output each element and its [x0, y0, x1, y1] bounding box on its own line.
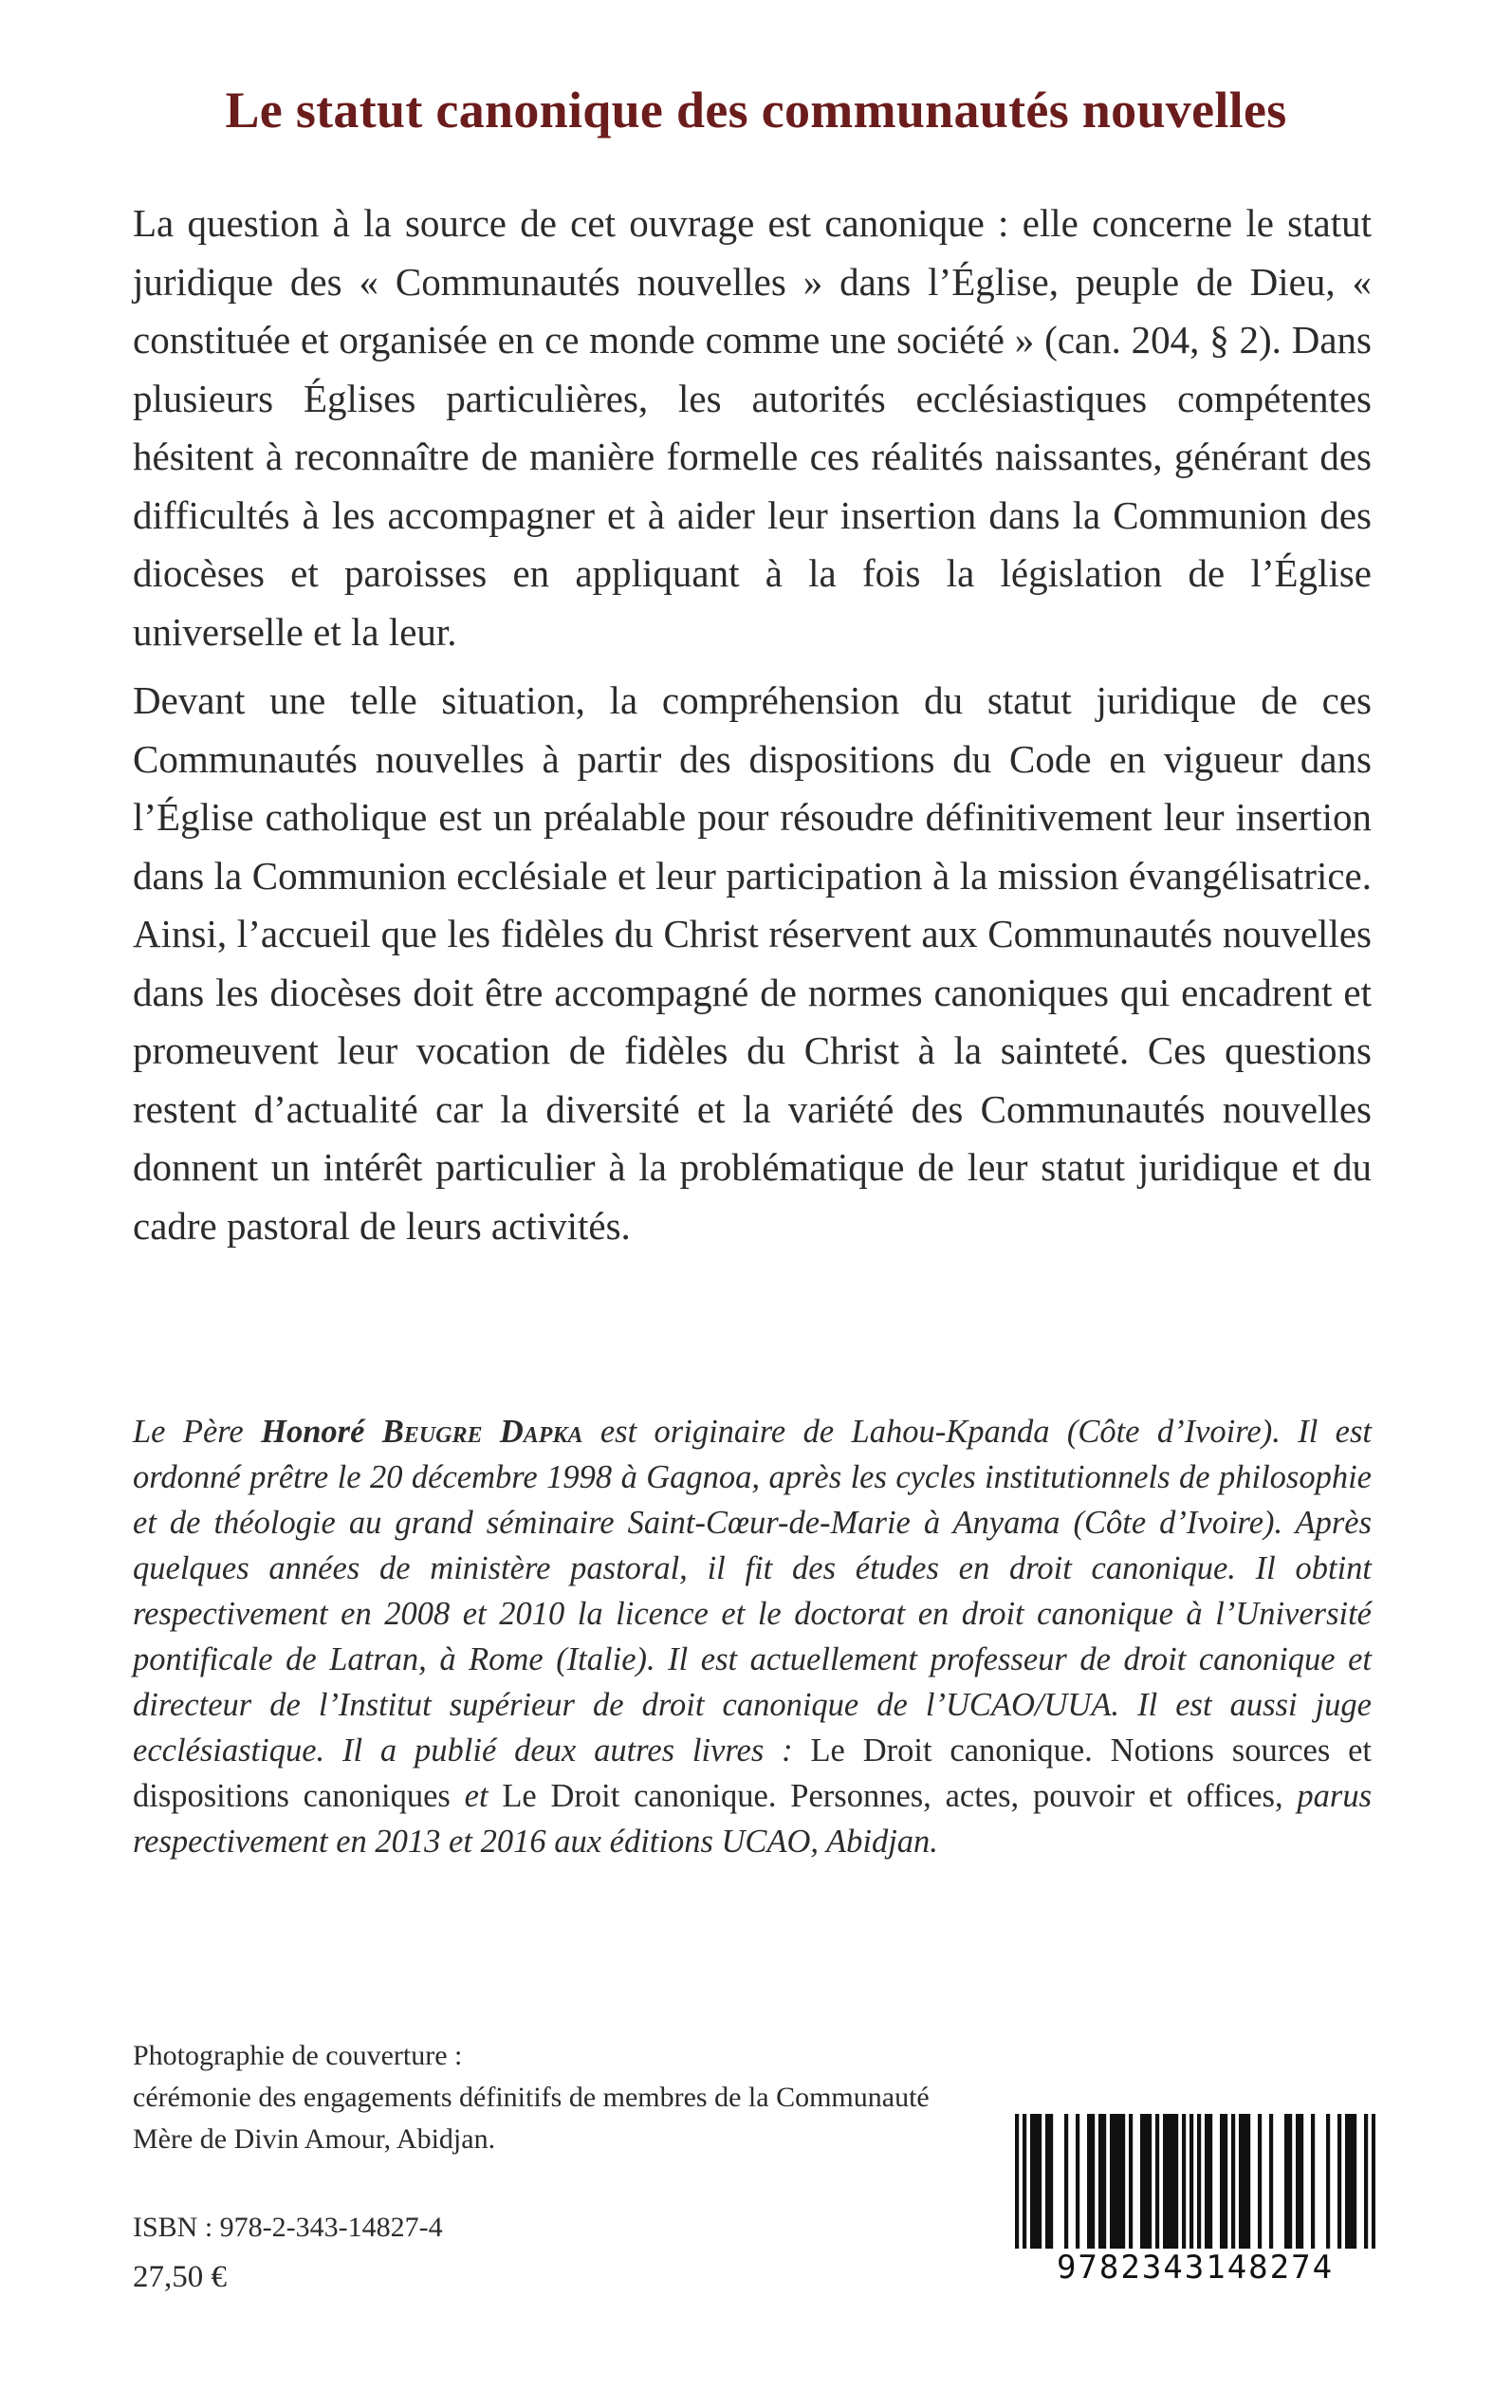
barcode-bar: [1121, 2114, 1125, 2256]
book-title-2: Le Droit canonique. Personnes, actes, pouvoir et offices,: [502, 1778, 1283, 1814]
barcode-bar: [1231, 2114, 1235, 2256]
author-last-name: Beugre Dapka: [381, 1414, 583, 1450]
bio-intro: Le Père: [133, 1414, 262, 1450]
barcode-bar: [1326, 2114, 1330, 2256]
barcode-bar: [1129, 2114, 1133, 2256]
barcode-bar: [1220, 2114, 1224, 2256]
barcode-bar: [1015, 2114, 1019, 2256]
barcode-bar: [1076, 2114, 1079, 2256]
barcode-bar: [1091, 2114, 1095, 2256]
credits-line-2: cérémonie des engagements définitifs de membres de la Communauté: [133, 2082, 930, 2113]
barcode-bar: [1038, 2114, 1042, 2256]
barcode-bar: [1023, 2114, 1026, 2256]
barcode-bar: [1243, 2114, 1246, 2256]
book-title: Le statut canonique des communautés nouvelles: [225, 82, 1287, 139]
barcode-bar: [1163, 2114, 1167, 2256]
barcode-bar: [1167, 2114, 1171, 2256]
barcode-bar: [1224, 2114, 1227, 2256]
barcode-bar: [1102, 2114, 1106, 2256]
barcode-bar: [1189, 2114, 1193, 2256]
barcode-bar: [1205, 2114, 1208, 2256]
barcode-bar: [1155, 2114, 1159, 2256]
barcode-bar: [1311, 2114, 1315, 2256]
barcode-bar: [1030, 2114, 1034, 2256]
barcode-bar: [1337, 2114, 1341, 2256]
barcode-bar: [1197, 2114, 1201, 2256]
barcode-bar: [1174, 2114, 1178, 2256]
summary-paragraph-2: Devant une telle situation, la compréhension du statut juridique de ces Communautés nouvelles à partir des dispositions du Code en vigueur dans l’Église catholique est un préalable pour résoudre définitivement leur insertion dans la Communion ecclésiale et leur participation à la mission évangélisatrice. Ainsi, l’accueil que les fidèles du Christ réservent aux Communautés nouvelles dans les diocèses doit être accompagné de normes canoniques qui encadrent et promeuvent leur vocation de fidèles du Christ à la sainteté. Ces questions restent d’actualité car la diversité et la variété des Communautés nouvelles donnent un intérêt particulier à la problématique de leur statut juridique et du cadre pastoral de leurs activités.: [133, 678, 1372, 1248]
barcode-digits: 9782343148274: [1015, 2249, 1375, 2287]
barcode-bar: [1045, 2114, 1049, 2256]
barcode-bar: [1300, 2114, 1303, 2256]
barcode-bar: [1284, 2114, 1288, 2256]
summary-paragraph-1: La question à la source de cet ouvrage est canonique : elle concerne le statut juridique des « Communautés nouvelles » dans l’Église, peuple de Dieu, « constituée et organisée en ce monde comme une société » (can. 204, § 2). Dans plusieurs Églises particulières, les autorités ecclésiastiques compétentes hésitent à reconnaître de manière formelle ces réalités naissantes, générant des difficultés à les accompagner et à aider leur insertion dans la Communion des diocèses et paroisses en appliquant à la fois la législation de l’Église universelle et la leur.: [133, 201, 1372, 654]
barcode-bar: [1049, 2114, 1053, 2256]
barcode-bar: [1064, 2114, 1068, 2256]
barcode-bars: [1015, 2114, 1375, 2256]
barcode-bar: [1148, 2114, 1152, 2256]
barcode-bar: [1349, 2114, 1353, 2256]
credits-line-3: Mère de Divin Amour, Abidjan.: [133, 2123, 496, 2155]
author-first-name: Honoré: [261, 1414, 365, 1450]
barcode-bar: [1110, 2114, 1114, 2256]
barcode-bar: [1296, 2114, 1300, 2256]
barcode-bar: [1087, 2114, 1091, 2256]
barcode: [1015, 2114, 1375, 2304]
barcode-bar: [1208, 2114, 1212, 2256]
barcode-bar: [1288, 2114, 1292, 2256]
barcode-bar: [1171, 2114, 1174, 2256]
credits-heading: Photographie de couverture :: [133, 2040, 463, 2071]
barcode-bar: [1258, 2114, 1262, 2256]
barcode-bar: [1117, 2114, 1121, 2256]
barcode-bar: [1246, 2114, 1250, 2256]
bio-conjunction: et: [450, 1778, 503, 1814]
price-label: 27,50 €: [133, 2260, 227, 2294]
barcode-bar: [1114, 2114, 1117, 2256]
author-biography: [133, 1409, 1372, 1864]
barcode-bar: [1353, 2114, 1356, 2256]
isbn-label: ISBN : 978-2-343-14827-4: [133, 2212, 443, 2243]
bio-text-1: est originaire de Lahou-Kpanda (Côte d’Ivoire). Il est ordonné prêtre le 20 décembre 1998 à Gagnoa, après les cycles institutionnels de philosophie et de théologie au grand séminaire Saint-Cœur-de-Marie à Anyama (Côte d’Ivoire). Après quelques années de ministère pastoral, il fit des études en droit canonique. Il obtint respectivement en 2008 et 2010 la licence et le doctorat en droit canonique à l’Université pontificale de Latran, à Rome (Italie). Il est actuellement professeur de droit canonique et directeur de l’Institut supérieur de droit canonique de l’UCAO/UUA. Il est aussi juge ecclésiastique. Il a publié deux autres livres :: [133, 1414, 1372, 1769]
barcode-bar: [1034, 2114, 1038, 2256]
bio-text-2: parus respectivement en 2013 et 2016 aux éditions UCAO, Abidjan.: [133, 1778, 1372, 1860]
barcode-bar: [1098, 2114, 1102, 2256]
barcode-bar: [1372, 2114, 1375, 2256]
book-title-1: Le Droit canonique. Notions sources et dispositions canoniques: [133, 1732, 1372, 1814]
photo-credits: [133, 2035, 986, 2160]
barcode-bar: [1345, 2114, 1349, 2256]
barcode-bar: [1182, 2114, 1186, 2256]
barcode-bar: [1144, 2114, 1148, 2256]
barcode-bar: [1364, 2114, 1368, 2256]
barcode-bar: [1269, 2114, 1273, 2256]
barcode-bar: [1239, 2114, 1243, 2256]
barcode-bar: [1140, 2114, 1144, 2256]
